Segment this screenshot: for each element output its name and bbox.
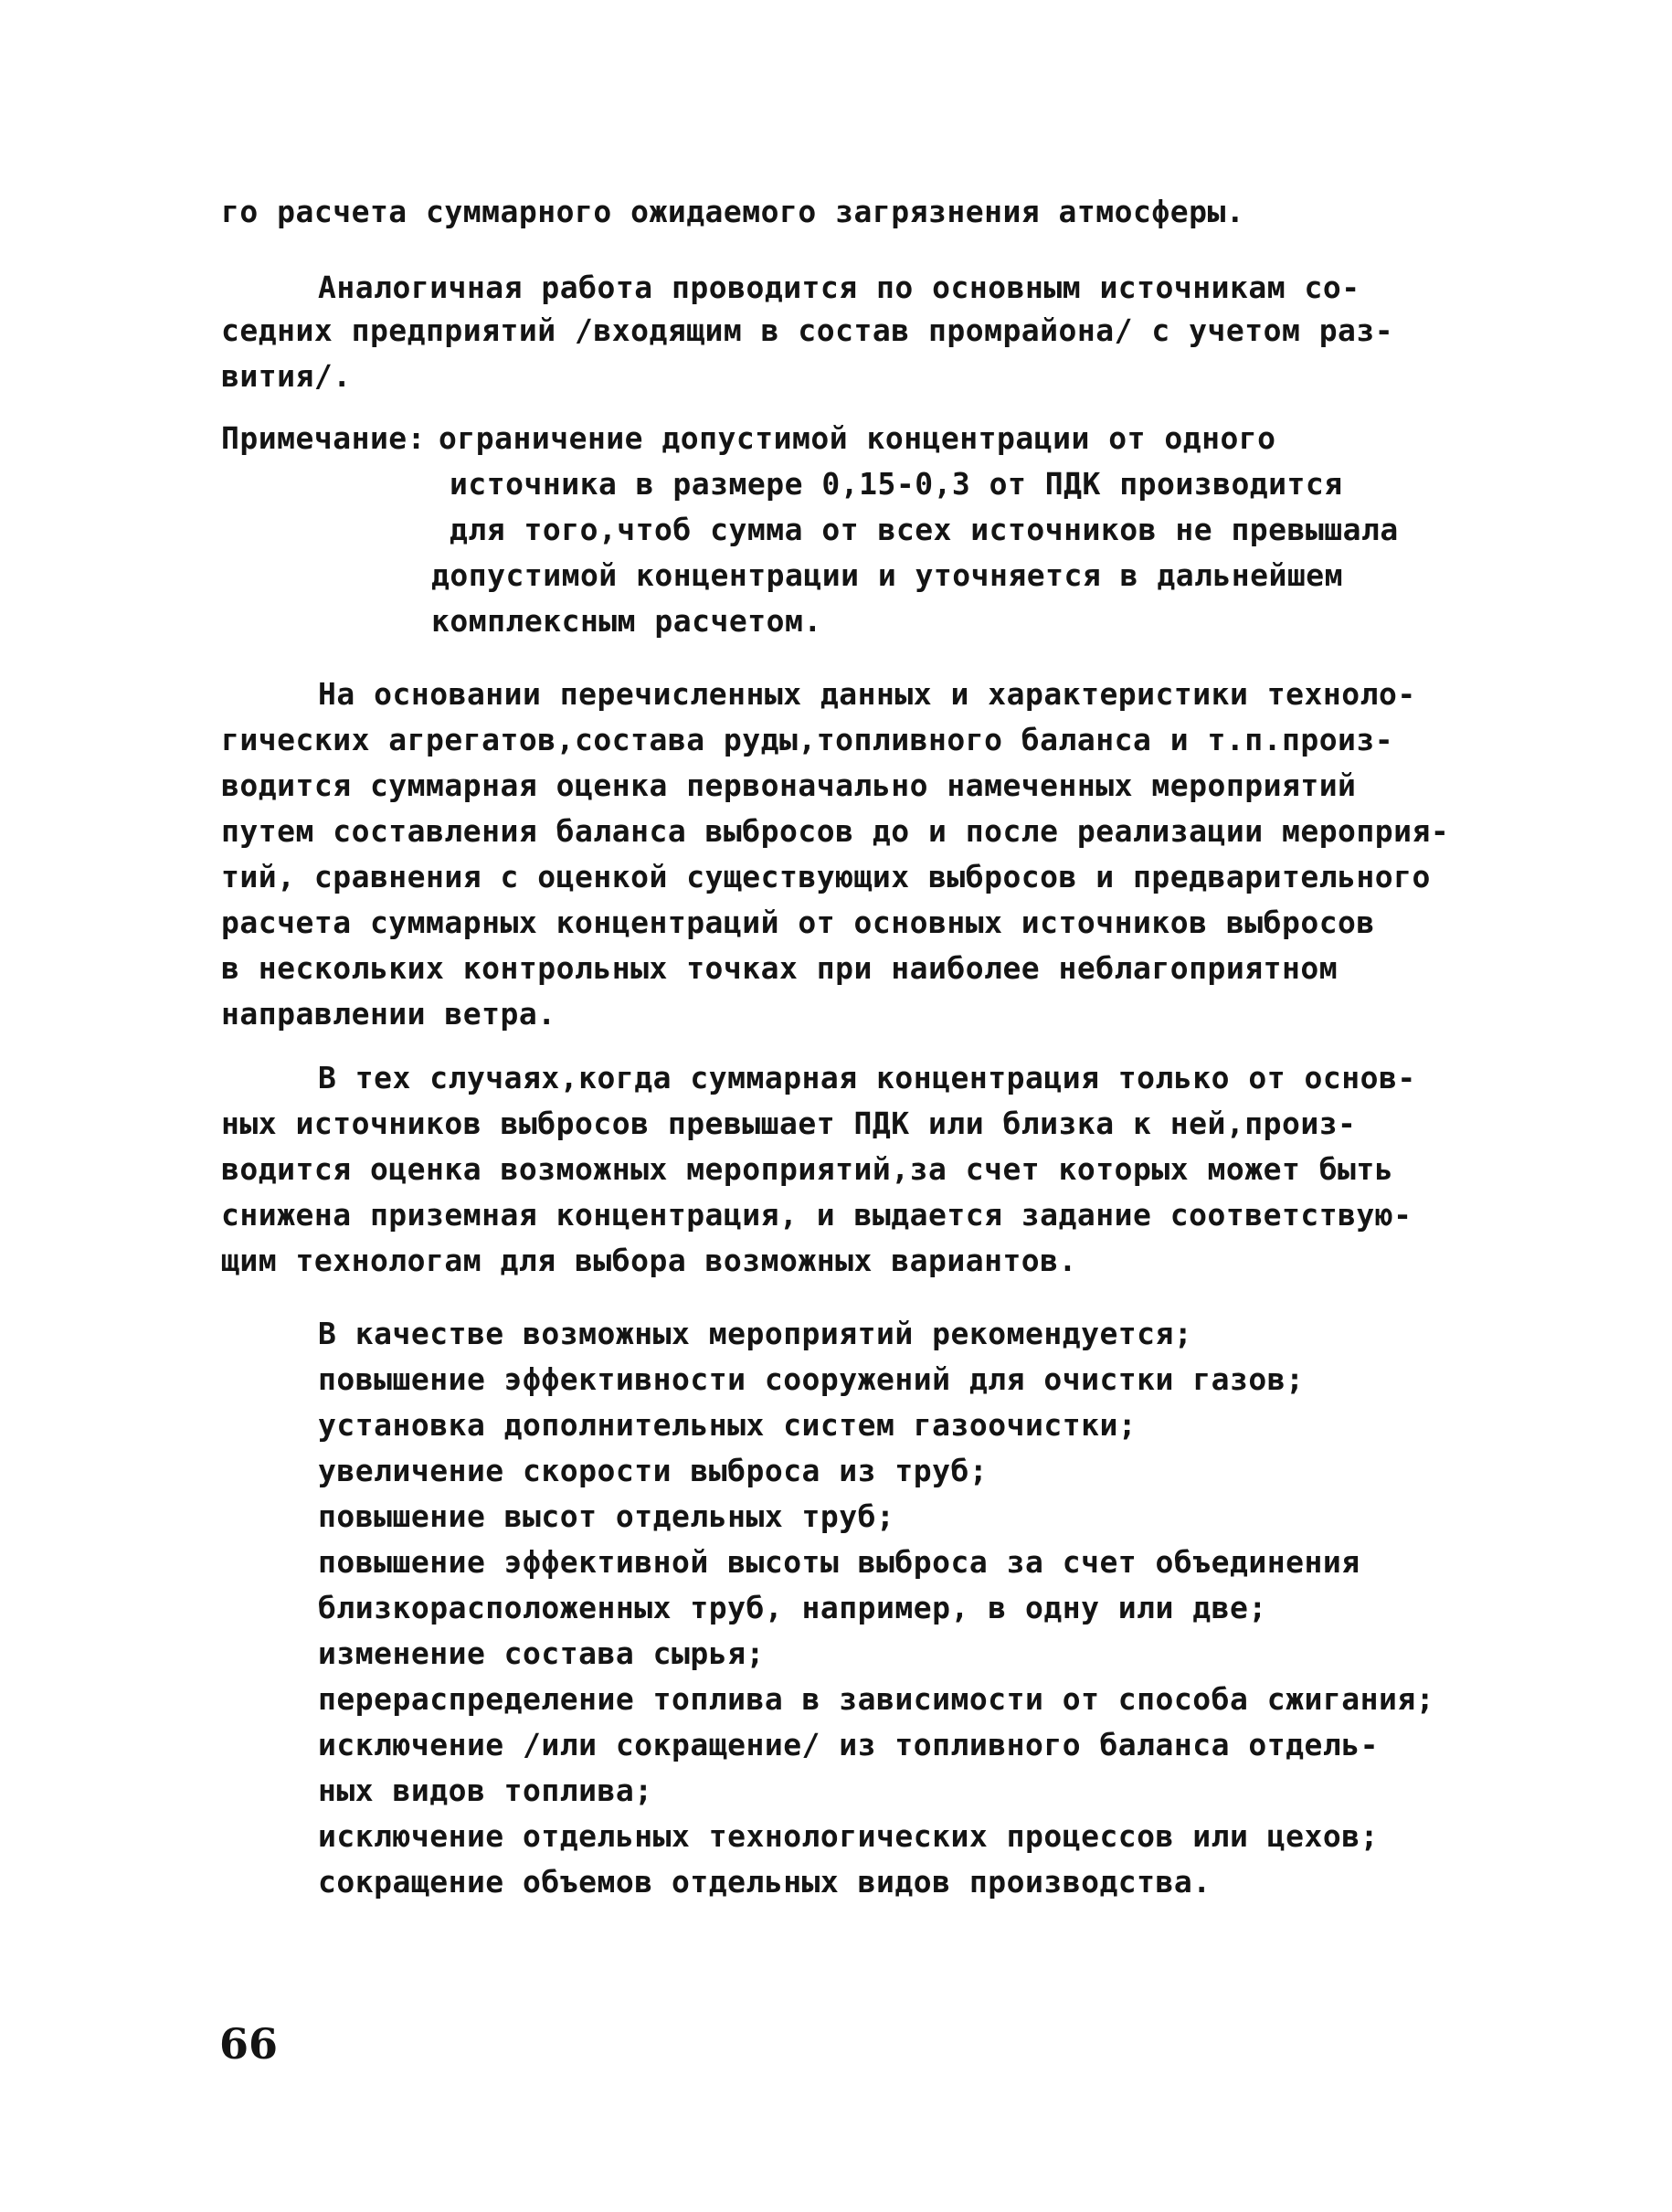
paragraph-3-line: В тех случаях,когда суммарная концентрация только от основ- bbox=[318, 1060, 1416, 1095]
measures-line: увеличение скорости выброса из труб; bbox=[318, 1453, 989, 1488]
paragraph-3-line: ных источников выбросов превышает ПДК или близка к ней,произ- bbox=[221, 1106, 1357, 1141]
note-line: ограничение допустимой концентрации от одного bbox=[439, 420, 1276, 456]
paragraph-2-line: На основании перечисленных данных и характеристики техноло- bbox=[318, 676, 1416, 712]
paragraph-2-line: направлении ветра. bbox=[221, 996, 556, 1032]
page-number: 66 bbox=[219, 2019, 279, 2069]
measures-line: повышение высот отдельных труб; bbox=[318, 1498, 895, 1534]
paragraph-1-line: седних предприятий /входящим в состав промрайона/ с учетом раз- bbox=[221, 312, 1394, 348]
note-label: Примечание: bbox=[221, 420, 427, 456]
measures-line: ных видов топлива; bbox=[318, 1773, 653, 1808]
paragraph-2-line: тий, сравнения с оценкой существующих выбросов и предварительного bbox=[221, 859, 1431, 894]
measures-line: сокращение объемов отдельных видов производства. bbox=[318, 1864, 1212, 1900]
measures-line: В качестве возможных мероприятий рекомендуется; bbox=[318, 1316, 1193, 1351]
paragraph-3-line: снижена приземная концентрация, и выдается задание соответствую- bbox=[221, 1197, 1413, 1233]
note-line: для того,чтоб сумма от всех источников не превышала bbox=[450, 512, 1399, 547]
paragraph-1-line: вития/. bbox=[221, 358, 352, 394]
paragraph-2-line: путем составления баланса выбросов до и после реализации мероприя- bbox=[221, 813, 1450, 849]
note-line: допустимой концентрации и уточняется в дальнейшем bbox=[431, 557, 1344, 593]
measures-line: установка дополнительных систем газоочистки; bbox=[318, 1407, 1138, 1443]
measures-line: изменение состава сырья; bbox=[318, 1635, 765, 1671]
paragraph-3-line: щим технологам для выбора возможных вариантов. bbox=[221, 1243, 1077, 1278]
measures-line: перераспределение топлива в зависимости от способа сжигания; bbox=[318, 1681, 1435, 1717]
measures-line: повышение эффективности сооружений для очистки газов; bbox=[318, 1361, 1305, 1397]
measures-line: исключение отдельных технологических процессов или цехов; bbox=[318, 1818, 1379, 1854]
measures-line: исключение /или сокращение/ из топливного баланса отдель- bbox=[318, 1727, 1379, 1762]
measures-line: близкорасположенных труб, например, в одну или две; bbox=[318, 1590, 1267, 1625]
paragraph-2-line: расчета суммарных концентраций от основных источников выбросов bbox=[221, 905, 1375, 940]
note-line: источника в размере 0,15-0,3 от ПДК производится bbox=[450, 466, 1343, 502]
note-line: комплексным расчетом. bbox=[431, 603, 822, 639]
paragraph-2-line: гических агрегатов,состава руды,топливного баланса и т.п.произ- bbox=[221, 722, 1394, 757]
paragraph-2-line: в нескольких контрольных точках при наиболее неблагоприятном bbox=[221, 950, 1339, 986]
paragraph-1-line: Аналогичная работа проводится по основным источникам со- bbox=[318, 270, 1360, 305]
paragraph-2-line: водится суммарная оценка первоначально намеченных мероприятий bbox=[221, 767, 1357, 803]
continuation-line: го расчета суммарного ожидаемого загрязнения атмосферы. bbox=[221, 194, 1245, 229]
paragraph-3-line: водится оценка возможных мероприятий,за счет которых может быть bbox=[221, 1151, 1394, 1187]
measures-line: повышение эффективной высоты выброса за счет объединения bbox=[318, 1544, 1360, 1580]
